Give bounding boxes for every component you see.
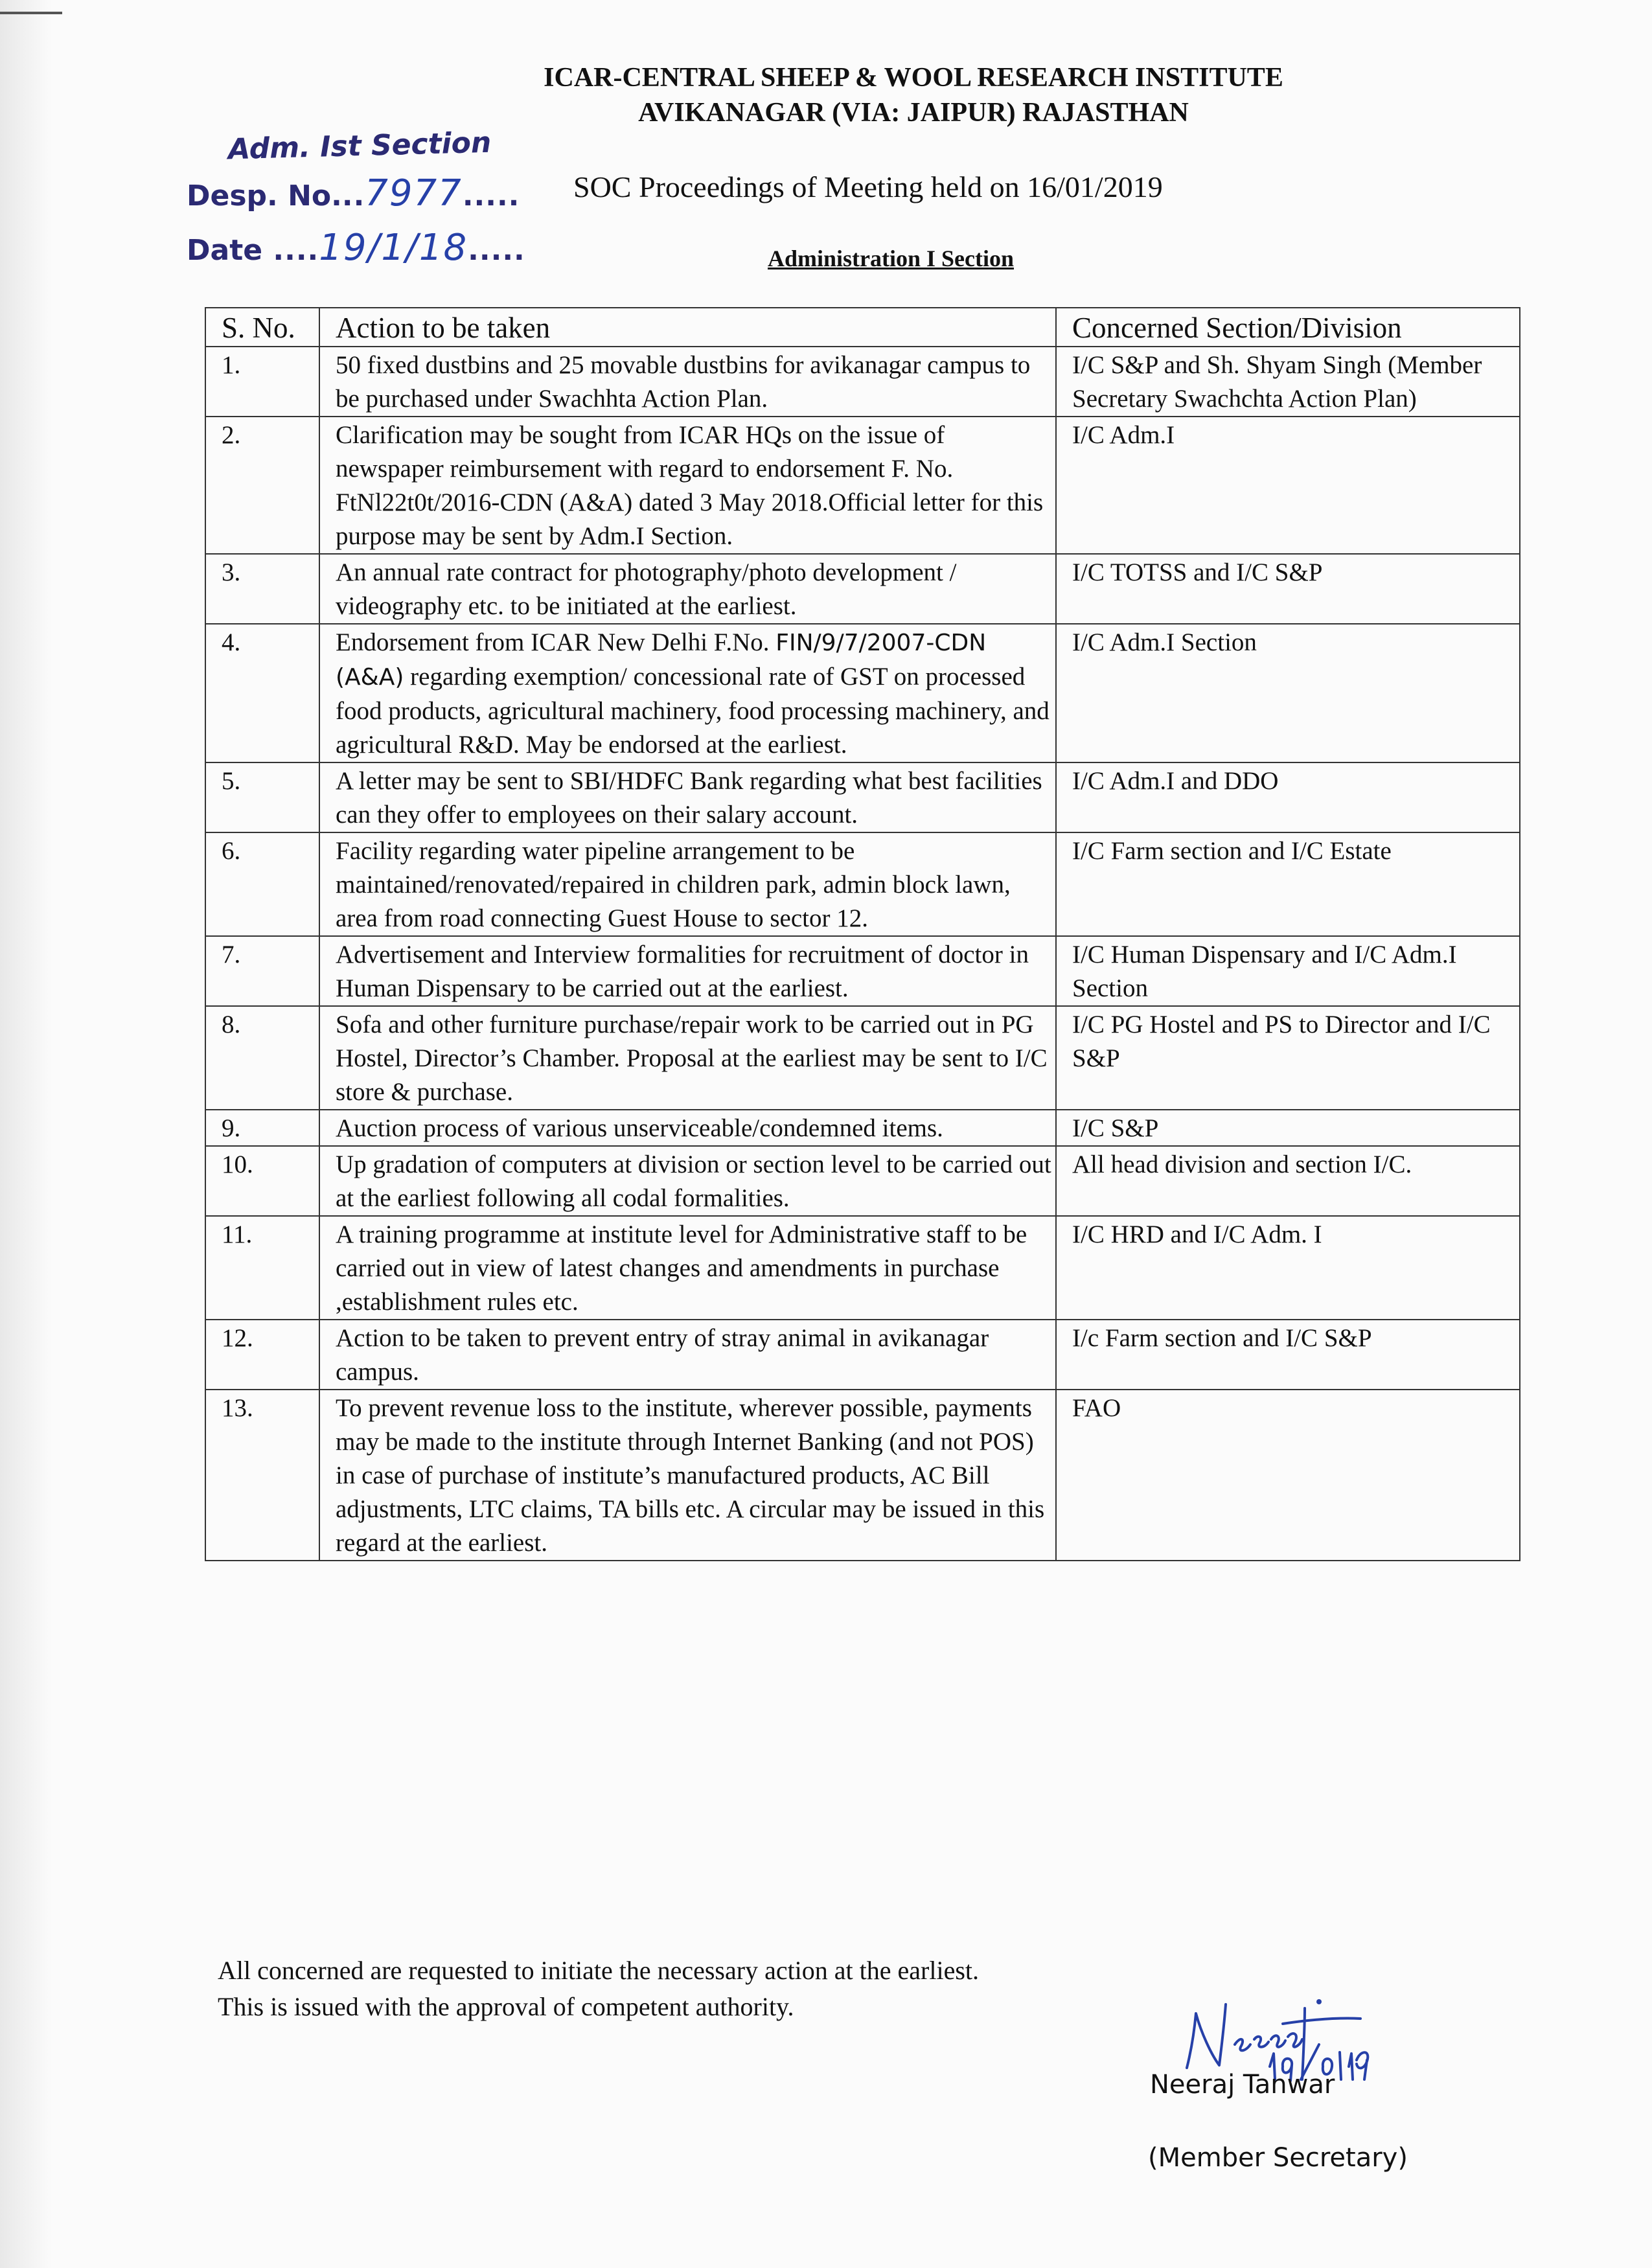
row-action: A letter may be sent to SBI/HDFC Bank regarding what best facilities can they offer to employees on their salary account. <box>319 762 1056 832</box>
row-action: Clarification may be sought from ICAR HQs on the issue of newspaper reimbursement with regard to endorsement F. No. FtNl22t0t/2016-CDN (A&A) dated 3 May 2018.Official letter for this purpose may be sent by Adm.I Section. <box>319 417 1056 554</box>
row-number: 3. <box>205 554 319 624</box>
file-number: FIN/9/7/2007-CDN (A&A) <box>336 630 987 691</box>
footer-line-2: This is issued with the approval of competent authority. <box>218 1992 794 2021</box>
row-action: Action to be taken to prevent entry of stray animal in avikanagar campus. <box>319 1320 1056 1390</box>
header-sno: S. No. <box>205 308 319 347</box>
table-header-row <box>205 308 1520 347</box>
row-number: 7. <box>205 936 319 1006</box>
dispatch-stamp <box>187 126 549 272</box>
stamp-desp-row: Desp. No...7977..... <box>187 172 520 214</box>
row-section: I/C Farm section and I/C Estate <box>1056 832 1520 936</box>
stamp-section: Adm. Ist Section <box>227 126 492 166</box>
table-row <box>205 554 1520 624</box>
row-section: I/C S&P <box>1056 1110 1520 1146</box>
row-action: Up gradation of computers at division or section level to be carried out at the earliest following all codal formalities. <box>319 1146 1056 1216</box>
row-number: 5. <box>205 762 319 832</box>
row-action: To prevent revenue loss to the institute, wherever possible, payments may be made to the institute through Internet Banking (and not POS) in case of purchase of institute’s manufactured products, AC Bill adjustments, LTC claims, TA bills etc. A circular may be issued in this regard at the earliest. <box>319 1390 1056 1561</box>
row-number: 13. <box>205 1390 319 1561</box>
table-row <box>205 417 1520 554</box>
row-action-part: regarding exemption/ concessional rate of GST on processed food products, agricultural machinery, food processing machinery, and agricultural R&D. May be endorsed at the earliest. <box>336 663 1050 759</box>
row-section: I/C PG Hostel and PS to Director and I/C S&P <box>1056 1006 1520 1110</box>
table-row <box>205 1320 1520 1390</box>
corner-mark <box>0 12 62 14</box>
row-action: Auction process of various unserviceable/condemned items. <box>319 1110 1056 1146</box>
row-number: 11. <box>205 1216 319 1320</box>
footer-line-1: All concerned are requested to initiate the necessary action at the earliest. <box>218 1956 980 1985</box>
row-action: 50 fixed dustbins and 25 movable dustbins for avikanagar campus to be purchased under Swachhta Action Plan. <box>319 347 1056 417</box>
table-row <box>205 936 1520 1006</box>
institute-address: AVIKANAGAR (VIA: JAIPUR) RAJASTHAN <box>638 98 1189 128</box>
row-section: I/C Adm.I <box>1056 417 1520 554</box>
row-section: I/C S&P and Sh. Shyam Singh (Member Secretary Swachchta Action Plan) <box>1056 347 1520 417</box>
row-number: 4. <box>205 624 319 762</box>
table-row <box>205 762 1520 832</box>
page-edge-shadow <box>0 0 52 2268</box>
row-action: An annual rate contract for photography/photo development / videography etc. to be initiated at the earliest. <box>319 554 1056 624</box>
table-row <box>205 624 1520 762</box>
row-section: I/C Adm.I and DDO <box>1056 762 1520 832</box>
row-action-part: Endorsement from ICAR New Delhi F.No. <box>336 628 776 656</box>
row-section: FAO <box>1056 1390 1520 1561</box>
row-action <box>319 624 1056 762</box>
row-action: Facility regarding water pipeline arrangement to be maintained/renovated/repaired in children park, admin block lawn, area from road connecting Guest House to sector 12. <box>319 832 1056 936</box>
header-action: Action to be taken <box>319 308 1056 347</box>
institute-name: ICAR-CENTRAL SHEEP & WOOL RESEARCH INSTITUTE <box>544 63 1283 93</box>
stamp-date-row: Date ....19/1/18..... <box>187 227 525 269</box>
table-row <box>205 1216 1520 1320</box>
row-action: A training programme at institute level for Administrative staff to be carried out in view of latest changes and amendments in purchase ,establishment rules etc. <box>319 1216 1056 1320</box>
row-section: I/C HRD and I/C Adm. I <box>1056 1216 1520 1320</box>
row-number: 12. <box>205 1320 319 1390</box>
row-number: 2. <box>205 417 319 554</box>
table-row <box>205 832 1520 936</box>
row-action: Advertisement and Interview formalities for recruitment of doctor in Human Dispensary to be carried out at the earliest. <box>319 936 1056 1006</box>
row-number: 9. <box>205 1110 319 1146</box>
meeting-title: SOC Proceedings of Meeting held on 16/01/2019 <box>573 170 1163 203</box>
stamp-desp-value: 7977 <box>365 172 463 214</box>
stamp-desp-label: Desp. No. <box>187 179 342 212</box>
row-section: All head division and section I/C. <box>1056 1146 1520 1216</box>
stamp-date-label: Date <box>187 234 263 267</box>
row-section: I/c Farm section and I/C S&P <box>1056 1320 1520 1390</box>
signatory-role: (Member Secretary) <box>1148 2143 1408 2173</box>
row-number: 10. <box>205 1146 319 1216</box>
table-row <box>205 1390 1520 1561</box>
section-title: Administration I Section <box>768 246 1015 271</box>
table-row <box>205 1006 1520 1110</box>
row-section: I/C TOTSS and I/C S&P <box>1056 554 1520 624</box>
signatory-name: Neeraj Tanwar <box>1150 2070 1335 2100</box>
row-number: 6. <box>205 832 319 936</box>
table-row <box>205 347 1520 417</box>
header-section: Concerned Section/Division <box>1056 308 1520 347</box>
stamp-date-value: 19/1/18 <box>319 227 468 269</box>
row-section: I/C Adm.I Section <box>1056 624 1520 762</box>
action-table <box>205 307 1520 1561</box>
table-row <box>205 1146 1520 1216</box>
row-section: I/C Human Dispensary and I/C Adm.I Section <box>1056 936 1520 1006</box>
row-number: 8. <box>205 1006 319 1110</box>
row-number: 1. <box>205 347 319 417</box>
table-row <box>205 1110 1520 1146</box>
row-action: Sofa and other furniture purchase/repair work to be carried out in PG Hostel, Director’s Chamber. Proposal at the earliest may be sent to I/C store & purchase. <box>319 1006 1056 1110</box>
